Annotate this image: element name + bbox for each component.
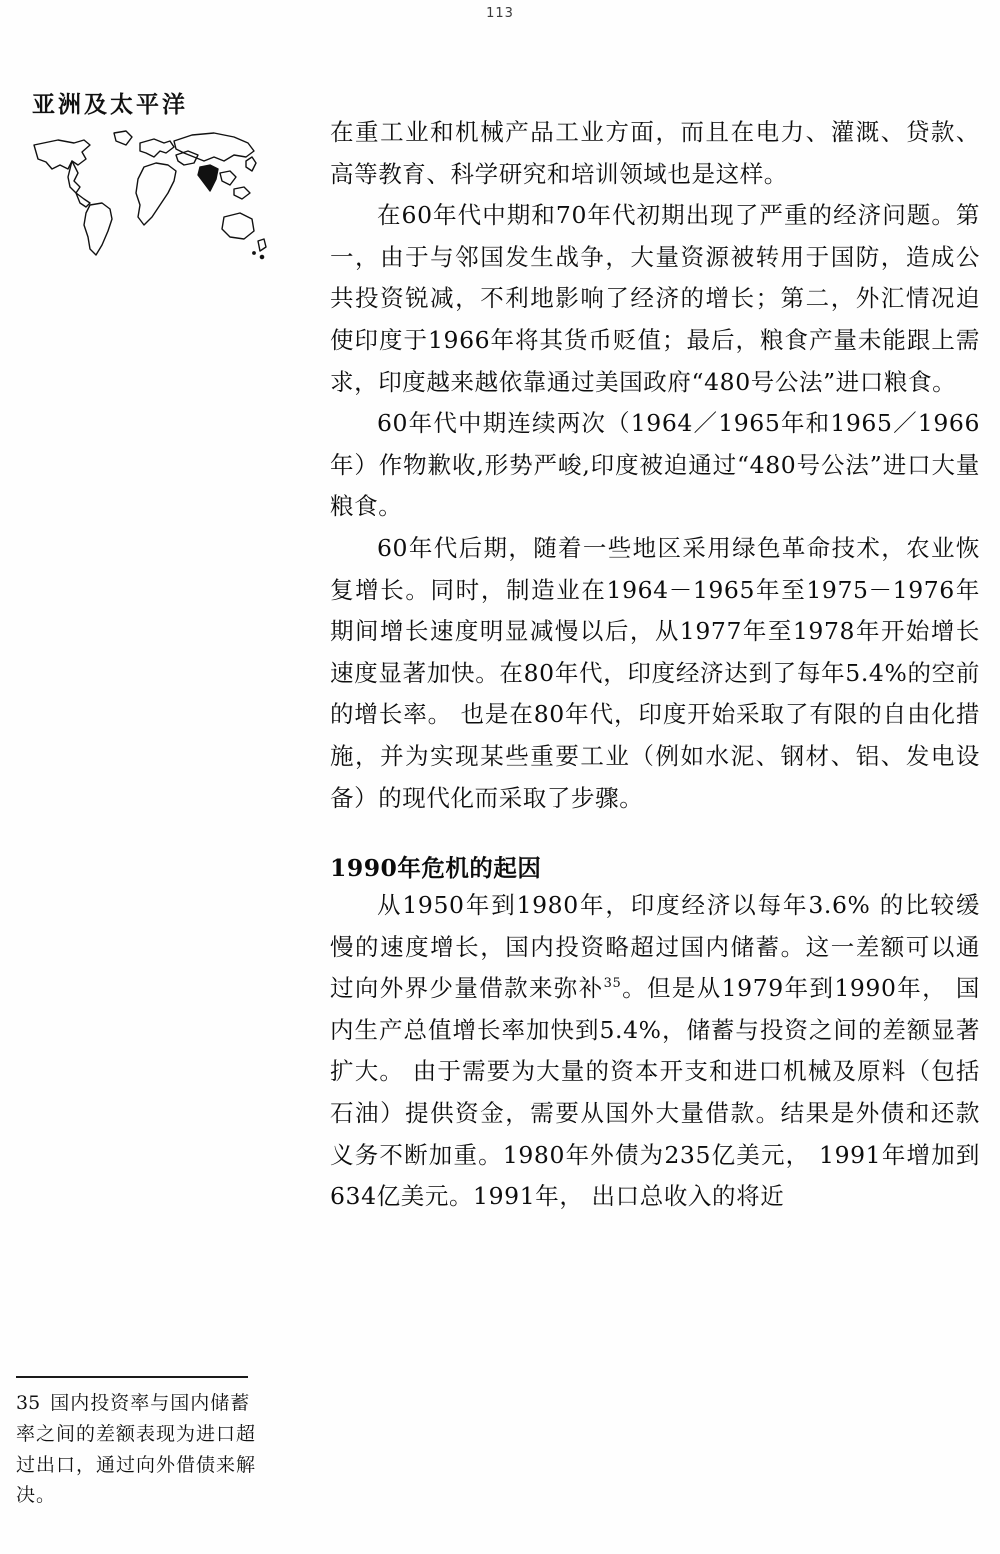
region-heading: 亚洲及太平洋: [32, 91, 188, 118]
paragraph-4: 60年代后期，随着一些地区采用绿色革命技术，农业恢复增长。同时，制造业在1964－1965年至1975－1976年期间增长速度明显减慢以后，从1977年至1978年开始增长速度显著加快。在80年代，印度经济达到了每年5.4%的空前的增长率。 也是在80年代，印度开始采取了有限的自由化措施，并为实现某些重要工业（例如水泥、钢材、铝、发电设备）的现代化而采取了步骤。: [330, 533, 980, 812]
footnote-text: [16, 1388, 268, 1511]
paragraph-5-part2: 。但是从1979年到1990年， 国内生产总值增长率加快到5.4%，储蓄与投资之间的差额显著扩大。 由于需要为大量的资本开支和进口机械及原料（包括石油）提供资金，需要从国外大量借款。结果是外债和还款义务不断加重。1980年外债为235亿美元， 1991年增加到634亿美元。1991年， 出口总收入的将近: [330, 974, 980, 1211]
footnote-body: 国内投资率与国内储蓄率之间的差额表现为进口超过出口，通过向外借债来解决。: [16, 1392, 257, 1507]
paragraph-3: 60年代中期连续两次（1964／1965年和1965／1966年）作物歉收,形势严峻,印度被迫通过“480号公法”进口大量粮食。: [330, 409, 980, 521]
footnote-divider: [16, 1376, 248, 1378]
paragraph-5: [330, 885, 980, 1218]
sidebar-region-block: [16, 86, 268, 1507]
paragraph-5-part1: 从1950年到1980年，印度经济以每年3.6% 的比较缓慢的速度增长，国内投资略超过国内储蓄。这一差额可以通过向外界少量借款来弥补: [330, 891, 980, 1003]
page-number: 113: [486, 6, 514, 21]
world-map-icon: [28, 121, 268, 271]
paragraph-2: 在60年代中期和70年代初期出现了严重的经济问题。第一，由于与邻国发生战争，大量资源被转用于国防，造成公共投资锐减，不利地影响了经济的增长；第二，外汇情况迫使印度于1966年将其货币贬值；最后，粮食产量未能跟上需求，印度越来越依靠通过美国政府“480号公法”进口粮食。: [330, 201, 980, 396]
footnote-reference: 35: [603, 976, 622, 992]
paragraph-1: 在重工业和机械产品工业方面，而且在电力、灌溉、贷款、高等教育、科学研究和培训领域也是这样。: [330, 118, 980, 188]
world-map-illustration: [28, 121, 268, 271]
section-heading: 1990年危机的起因: [330, 854, 542, 883]
main-text-column: [330, 112, 980, 1218]
footnote-marker: 35: [16, 1392, 41, 1414]
